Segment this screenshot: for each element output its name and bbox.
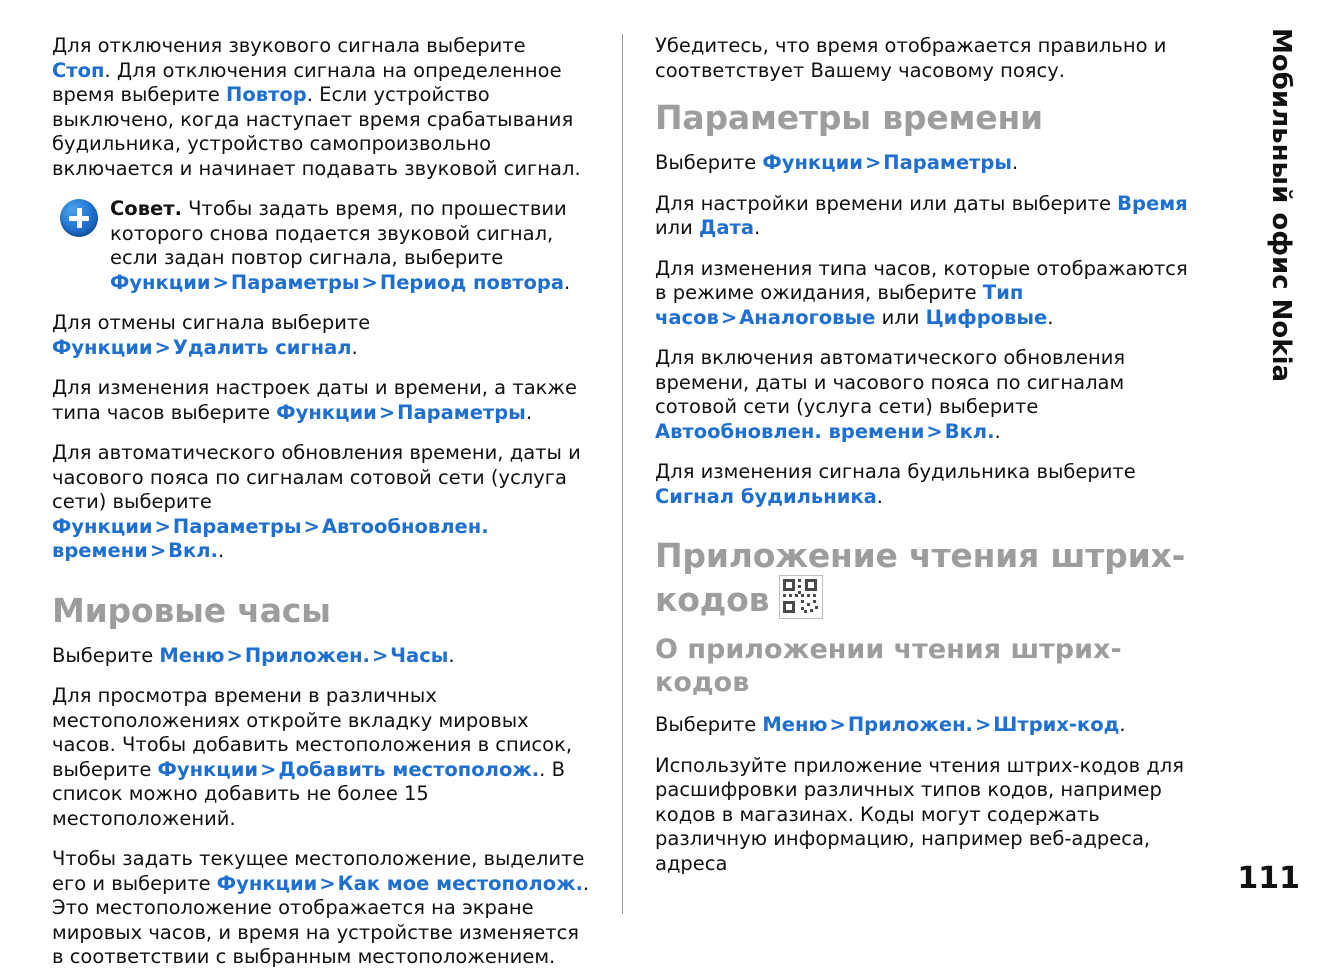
- paragraph-add-location: [52, 684, 590, 831]
- paragraph-change-datetime-settings: [52, 376, 590, 425]
- ui-term: Функции: [216, 871, 318, 895]
- text-run: .: [351, 335, 358, 359]
- ui-term: Параметры: [230, 270, 360, 294]
- ui-term: Функции: [52, 514, 153, 538]
- text-run: .: [525, 400, 533, 424]
- separator: >: [926, 419, 943, 443]
- qr-code-icon: [779, 575, 823, 619]
- separator: >: [154, 514, 171, 538]
- tip-label: Совет.: [110, 197, 182, 220]
- heading-time-settings: Параметры времени: [655, 98, 1043, 137]
- text-run: Выберите: [655, 151, 763, 174]
- text-run: Для просмотра времени в различных местоположениях откройте вкладку мировых часов. Чтобы добавить местоположения в список, выберите: [52, 684, 573, 781]
- paragraph-current-location: [52, 847, 590, 970]
- heading-world-clock: Мировые часы: [52, 590, 331, 630]
- separator: >: [154, 335, 171, 359]
- ui-term: Период повтора: [379, 270, 565, 294]
- paragraph-alarm-tone: [655, 460, 1193, 509]
- text-run: Чтобы задать время, по прошествии которого снова подается звуковой сигнал, если задан повтор сигнала, выберите: [110, 197, 567, 269]
- ui-term: Меню: [159, 643, 225, 667]
- text-run: Чтобы задать текущее местоположение, выделите его и выберите: [52, 847, 585, 895]
- text-run: .: [876, 484, 883, 508]
- text-run: .: [754, 216, 761, 239]
- ui-term: Вкл.: [944, 419, 995, 443]
- side-tab: [1260, 28, 1304, 458]
- paragraph-verify-time: Убедитесь, что время отображается правильно и соответствует Вашему часовому поясу.: [655, 34, 1167, 82]
- heading-barcode-reader: [655, 537, 1193, 619]
- ui-term: Функции: [276, 400, 377, 424]
- text-run: .: [448, 643, 455, 667]
- ui-term: Как мое местополож.: [337, 871, 583, 895]
- separator: >: [361, 270, 378, 294]
- text-run: или: [655, 216, 700, 239]
- text-run: Для включения автоматического обновления времени, даты и часового пояса по сигналам сотовой сети (услуга сети) выберите: [655, 346, 1126, 418]
- text-run: или: [875, 305, 926, 329]
- paragraph-options-settings: [655, 151, 1193, 176]
- ui-term: Время: [1117, 191, 1188, 215]
- ui-term: Приложен.: [244, 643, 370, 667]
- tip-icon-plus-vertical: [77, 208, 82, 228]
- text-run: .: [1119, 713, 1126, 736]
- paragraph-auto-update-network: [655, 346, 1193, 444]
- separator: >: [303, 514, 320, 538]
- separator: >: [829, 713, 846, 736]
- text-run: Выберите: [655, 713, 763, 736]
- paragraph-clock-path: [52, 644, 590, 669]
- text-run: Для изменения настроек даты и времени, а также типа часов выберите: [52, 376, 577, 424]
- ui-term: Автообновлен. времени: [52, 514, 489, 562]
- paragraph-set-time-date: [655, 192, 1193, 241]
- separator: >: [974, 713, 992, 736]
- tip-text: [110, 197, 590, 295]
- text-run: Для автоматического обновления времени, даты и часового пояса по сигналам сотовой сети (услуга сети) выберите: [52, 441, 581, 513]
- separator: >: [149, 539, 167, 562]
- paragraph-clock-type: [655, 257, 1193, 331]
- text-run: . В список можно добавить не более 15 местоположений.: [52, 757, 565, 830]
- ui-term: Часы: [390, 643, 449, 667]
- text-run: . Для отключения сигнала на определенное время выберите: [52, 58, 562, 106]
- paragraph-alarm-stop: [52, 34, 590, 181]
- ui-term: Приложен.: [847, 713, 973, 736]
- paragraph-barcode-description: Используйте приложение чтения штрих-кодов для расшифровки различных типов кодов, например кодов в магазинах. Коды могут содержать различную информацию, например веб-адреса, адреса: [655, 753, 1185, 875]
- side-tab-label: Мобильный офис Nokia: [1266, 28, 1296, 383]
- separator: >: [378, 400, 396, 424]
- ui-term: Цифровые: [925, 305, 1048, 329]
- text-run: .: [1047, 305, 1054, 329]
- text-run: Для изменения сигнала будильника выберите: [655, 460, 1136, 483]
- text-run: .: [217, 539, 225, 562]
- text-run: Для отмены сигнала выберите: [52, 311, 371, 334]
- ui-term: Параметры: [172, 514, 302, 538]
- ui-term: Повтор: [226, 83, 307, 106]
- separator: >: [371, 643, 389, 667]
- ui-term: Автообновлен. времени: [655, 419, 925, 443]
- ui-term: Функции: [762, 151, 863, 174]
- text-run: . Если устройство выключено, когда наступает время срабатывания будильника, устройство самопроизвольно включается и начинает подавать звуковой сигнал.: [52, 83, 581, 180]
- heading-text: Приложение чтения штрих-кодов: [655, 536, 1186, 619]
- ui-term: Параметры: [397, 400, 526, 424]
- subheading-about-barcode-reader: О приложении чтения штрих-кодов: [655, 634, 1122, 698]
- text-run: Для отключения звукового сигнала выберите: [52, 34, 526, 57]
- text-run: Выберите: [52, 643, 160, 667]
- separator: >: [864, 151, 882, 174]
- ui-term: Тип часов: [655, 281, 1024, 329]
- paragraph-barcode-path: [655, 713, 1193, 738]
- text-run: .: [1011, 151, 1019, 174]
- ui-term: Аналоговые: [739, 305, 876, 329]
- ui-term: Меню: [762, 713, 828, 736]
- ui-term: Функции: [52, 335, 153, 359]
- separator: >: [319, 871, 336, 895]
- ui-term: Дата: [699, 216, 755, 239]
- ui-term: Функции: [157, 757, 259, 781]
- separator: >: [212, 270, 229, 294]
- page-number: 111: [1237, 861, 1300, 896]
- ui-term: Сигнал будильника: [655, 484, 877, 508]
- ui-term: Добавить местополож.: [278, 757, 540, 781]
- right-column: [623, 34, 1193, 914]
- page-columns: [52, 34, 1212, 968]
- ui-term: Функции: [110, 270, 211, 294]
- ui-term: Штрих-код: [993, 713, 1120, 736]
- ui-term: Удалить сигнал: [172, 335, 352, 359]
- separator: >: [720, 305, 738, 329]
- text-run: .: [994, 419, 1001, 443]
- text-run: Для изменения типа часов, которые отображаются в режиме ожидания, выберите: [655, 256, 1188, 304]
- separator: >: [260, 757, 277, 781]
- separator: >: [226, 643, 243, 667]
- text-run: . Это местоположение отображается на экране мировых часов, и время на устройстве изменяется в соответствии с выбранным местоположением.: [52, 871, 590, 968]
- text-run: .: [564, 270, 571, 294]
- text-run: Для настройки времени или даты выберите: [655, 191, 1118, 215]
- ui-term: Стоп: [52, 58, 105, 82]
- paragraph-auto-time-update: [52, 441, 590, 564]
- left-column: [52, 34, 622, 968]
- ui-term: Параметры: [883, 151, 1012, 174]
- ui-term: Вкл.: [168, 539, 218, 562]
- tip-callout: [52, 197, 590, 295]
- paragraph-cancel-alarm: [52, 311, 590, 360]
- tip-icon: [60, 199, 98, 237]
